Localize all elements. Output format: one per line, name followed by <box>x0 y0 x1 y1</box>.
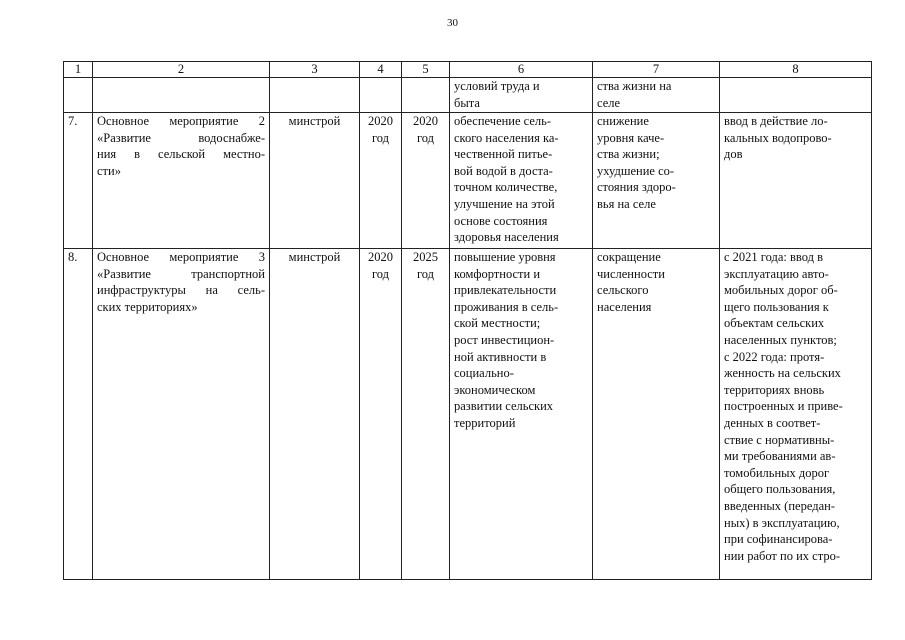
text-line: вой водой в доста- <box>454 163 553 178</box>
text-line: привлекательности <box>454 283 557 298</box>
consequence-cell <box>593 78 720 113</box>
text-line: точном количестве, <box>454 180 558 195</box>
text-line: введенных (передан- <box>724 498 835 513</box>
column-number-row <box>64 62 872 78</box>
column-number-2: 2 <box>93 62 270 78</box>
text-line: ухудшение со- <box>597 163 675 178</box>
text-line: проживания в сель- <box>454 299 559 314</box>
text-line: ских территориях» <box>97 299 198 314</box>
text-line: чественной питье- <box>454 147 553 162</box>
text-line: ствие с нормативны- <box>724 432 835 447</box>
measure-title-cell <box>93 113 270 249</box>
end-year-cell <box>402 249 450 580</box>
table-cell <box>720 78 872 113</box>
table-cell <box>64 78 93 113</box>
text-line: объектам сельских <box>724 316 825 331</box>
page-number: 30 <box>447 17 458 29</box>
text-line: территорий <box>454 415 516 430</box>
consequence-cell <box>593 113 720 249</box>
start-year-cell <box>360 249 402 580</box>
column-number-4: 4 <box>360 62 402 78</box>
text-line: мобильных дорог об- <box>724 283 838 298</box>
text-line: 2020 <box>368 250 393 264</box>
text-line: здоровья населения <box>454 230 559 245</box>
text-line: нии работ по их стро- <box>724 548 840 563</box>
text-line: ния в сельской местно- <box>97 147 265 162</box>
text-line: «Развитие водоснабже- <box>97 130 265 145</box>
text-line: обеспечение сель- <box>454 114 552 128</box>
text-line: комфортности и <box>454 266 541 281</box>
text-line: условий труда и <box>454 79 540 93</box>
text-line: эксплуатацию авто- <box>724 266 829 281</box>
text-line: Основное мероприятие 2 <box>97 114 265 128</box>
text-line: щего пользования к <box>724 299 829 314</box>
text-line: быта <box>454 95 480 110</box>
executor-cell: минстрой <box>270 249 360 580</box>
table-row <box>64 249 872 580</box>
text-line: развитии сельских <box>454 399 554 414</box>
text-line: экономическом <box>454 382 536 397</box>
text-line: построенных и приве- <box>724 399 843 414</box>
executor-cell: минстрой <box>270 113 360 249</box>
row-number: 8. <box>64 249 93 580</box>
column-number-1: 1 <box>64 62 93 78</box>
text-line: «Развитие транспортной <box>97 266 265 281</box>
text-line: селе <box>597 95 621 110</box>
text-line: вья на селе <box>597 196 656 211</box>
text-line: Основное мероприятие 3 <box>97 250 265 264</box>
text-line: денных в соответ- <box>724 415 821 430</box>
text-line: стояния здоро- <box>597 180 676 195</box>
table-row <box>64 113 872 249</box>
text-line: рост инвестицион- <box>454 332 555 347</box>
end-year-cell <box>402 113 450 249</box>
text-line: ства жизни на <box>597 79 672 93</box>
text-line: с 2021 года: ввод в <box>724 250 824 264</box>
text-line: ных) в эксплуатацию, <box>724 515 840 530</box>
text-line: сти» <box>97 163 121 178</box>
table-cell <box>402 78 450 113</box>
text-line: ского населения ка- <box>454 130 559 145</box>
measures-table <box>63 61 872 580</box>
text-line: территориях вновь <box>724 382 825 397</box>
text-line: социально- <box>454 366 514 381</box>
text-line: год <box>416 266 435 281</box>
text-line: год <box>371 130 390 145</box>
column-number-3: 3 <box>270 62 360 78</box>
text-line: повышение уровня <box>454 250 556 264</box>
table-cell <box>360 78 402 113</box>
text-line: 2020 <box>368 114 393 128</box>
text-line: ной активности в <box>454 349 547 364</box>
text-line: ввод в действие ло- <box>724 114 828 128</box>
table-cell <box>93 78 270 113</box>
text-line: населения <box>597 299 652 314</box>
result-cell <box>450 113 593 249</box>
column-number-7: 7 <box>593 62 720 78</box>
text-line: инфраструктуры на сель- <box>97 283 265 298</box>
measure-title-cell <box>93 249 270 580</box>
text-line: снижение <box>597 114 649 128</box>
text-line: 2025 <box>413 250 438 264</box>
row-number: 7. <box>64 113 93 249</box>
result-cell <box>450 249 593 580</box>
result-cell <box>450 78 593 113</box>
text-line: сокращение <box>597 250 661 264</box>
text-line: год <box>416 130 435 145</box>
start-year-cell <box>360 113 402 249</box>
text-line: основе состояния <box>454 213 548 228</box>
text-line: улучшение на этой <box>454 196 555 211</box>
text-line: дов <box>724 147 743 162</box>
table-cell <box>270 78 360 113</box>
text-line: ми требованиями ав- <box>724 449 836 464</box>
text-line: ской местности; <box>454 316 541 331</box>
indicator-cell <box>720 113 872 249</box>
indicator-cell <box>720 249 872 580</box>
column-number-6: 6 <box>450 62 593 78</box>
text-line: ства жизни; <box>597 147 660 162</box>
text-line: общего пользования, <box>724 482 836 497</box>
text-line: численности <box>597 266 665 281</box>
text-line: 2020 <box>413 114 438 128</box>
text-line: уровня каче- <box>597 130 665 145</box>
text-line: сельского <box>597 283 649 298</box>
consequence-cell <box>593 249 720 580</box>
table-row-continuation <box>64 78 872 113</box>
column-number-5: 5 <box>402 62 450 78</box>
text-line: населенных пунктов; <box>724 332 837 347</box>
text-line: при софинансирова- <box>724 532 833 547</box>
text-line: с 2022 года: протя- <box>724 349 825 364</box>
text-line: кальных водопрово- <box>724 130 832 145</box>
column-number-8: 8 <box>720 62 872 78</box>
text-line: год <box>371 266 390 281</box>
text-line: томобильных дорог <box>724 465 830 480</box>
text-line: женность на сельских <box>724 366 841 381</box>
